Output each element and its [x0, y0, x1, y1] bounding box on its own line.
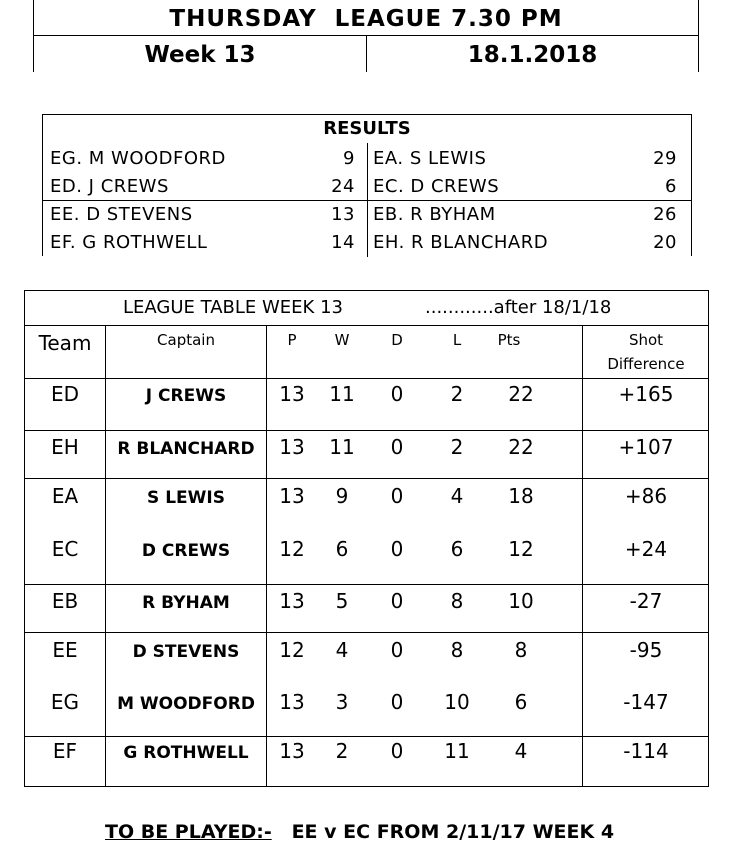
cell-won: 3 — [335, 690, 349, 714]
cell-drawn: 0 — [390, 537, 404, 561]
cell-shot-difference: -95 — [629, 638, 663, 662]
cell-won: 4 — [335, 638, 349, 662]
result-home-score: 24 — [331, 176, 355, 197]
result-row — [43, 145, 691, 173]
cell-lost: 6 — [450, 537, 464, 561]
cell-points: 8 — [514, 638, 528, 662]
cell-played: 13 — [279, 589, 305, 613]
cell-drawn: 0 — [390, 484, 404, 508]
grid-line — [25, 632, 708, 633]
result-away-team: EC. D CREWS — [373, 176, 500, 197]
result-away-team: EA. S LEWIS — [373, 148, 487, 169]
cell-played: 13 — [279, 690, 305, 714]
cell-drawn: 0 — [390, 589, 404, 613]
league-table-title — [25, 291, 708, 326]
cell-shot-difference: -27 — [629, 589, 663, 613]
col-p-header: P — [287, 331, 297, 349]
results-box — [42, 114, 692, 256]
grid-line — [25, 430, 708, 431]
result-row — [43, 201, 691, 229]
cell-played: 13 — [279, 484, 305, 508]
col-difference-header: Difference — [607, 355, 685, 373]
cell-team: EA — [51, 484, 79, 508]
cell-drawn: 0 — [390, 382, 404, 406]
cell-played: 13 — [279, 382, 305, 406]
cell-captain: J CREWS — [145, 386, 227, 406]
cell-won: 5 — [335, 589, 349, 613]
cell-drawn: 0 — [390, 638, 404, 662]
cell-shot-difference: -147 — [623, 690, 669, 714]
result-home-team: ED. J CREWS — [50, 176, 169, 197]
cell-drawn: 0 — [390, 690, 404, 714]
col-l-header: L — [452, 331, 462, 349]
cell-won: 2 — [335, 739, 349, 763]
cell-lost: 8 — [450, 589, 464, 613]
result-away-team: EH. R BLANCHARD — [373, 232, 549, 253]
cell-captain: R BYHAM — [142, 593, 230, 613]
cell-shot-difference: +24 — [624, 537, 668, 561]
result-away-score: 6 — [665, 176, 677, 197]
cell-shot-difference: +107 — [618, 435, 674, 459]
result-home-team: EE. D STEVENS — [50, 204, 193, 225]
result-row — [43, 173, 691, 201]
cell-lost: 11 — [444, 739, 470, 763]
to-be-played — [105, 818, 614, 846]
cell-team: EH — [51, 435, 79, 459]
result-away-score: 20 — [653, 232, 677, 253]
grid-line — [25, 478, 708, 479]
cell-points: 6 — [514, 690, 528, 714]
cell-team: EG — [50, 690, 80, 714]
cell-captain: G ROTHWELL — [123, 743, 249, 763]
cell-team: EE — [52, 638, 78, 662]
result-home-score: 14 — [331, 232, 355, 253]
cell-played: 12 — [279, 638, 305, 662]
cell-played: 13 — [279, 435, 305, 459]
cell-drawn: 0 — [390, 739, 404, 763]
cell-points: 12 — [508, 537, 534, 561]
cell-points: 22 — [508, 435, 534, 459]
cell-lost: 2 — [450, 382, 464, 406]
league-table — [24, 290, 709, 787]
cell-lost: 10 — [444, 690, 470, 714]
cell-points: 22 — [508, 382, 534, 406]
col-shot-header: Shot — [628, 331, 664, 349]
col-w-header: W — [334, 331, 350, 349]
cell-team: EC — [51, 537, 79, 561]
cell-lost: 8 — [450, 638, 464, 662]
cell-won: 11 — [329, 382, 355, 406]
cell-played: 13 — [279, 739, 305, 763]
cell-won: 11 — [329, 435, 355, 459]
cell-captain: S LEWIS — [147, 488, 225, 508]
cell-team: ED — [50, 382, 80, 406]
league-table-heading: LEAGUE TABLE WEEK 13 — [123, 297, 343, 318]
cell-points: 18 — [508, 484, 534, 508]
results-heading: RESULTS — [323, 118, 411, 139]
grid-line — [25, 378, 708, 379]
grid-line — [25, 584, 708, 585]
result-away-score: 26 — [653, 204, 677, 225]
result-away-score: 29 — [653, 148, 677, 169]
cell-captain: R BLANCHARD — [117, 439, 255, 459]
cell-team: EF — [52, 739, 78, 763]
result-home-score: 13 — [331, 204, 355, 225]
cell-shot-difference: +165 — [618, 382, 674, 406]
cell-played: 12 — [279, 537, 305, 561]
cell-shot-difference: -114 — [623, 739, 669, 763]
cell-shot-difference: +86 — [624, 484, 668, 508]
result-away-team: EB. R BYHAM — [373, 204, 496, 225]
cell-drawn: 0 — [390, 435, 404, 459]
col-team-header: Team — [38, 331, 92, 355]
league-title: THURSDAY LEAGUE 7.30 PM — [33, 0, 699, 36]
league-table-subtitle: ............after 18/1/18 — [425, 297, 612, 318]
cell-lost: 2 — [450, 435, 464, 459]
cell-lost: 4 — [450, 484, 464, 508]
col-captain-header: Captain — [157, 331, 215, 349]
cell-won: 9 — [335, 484, 349, 508]
cell-captain: M WOODFORD — [117, 694, 255, 714]
grid-line — [25, 736, 708, 737]
result-home-score: 9 — [343, 148, 355, 169]
cell-captain: D CREWS — [141, 541, 231, 561]
result-home-team: EG. M WOODFORD — [50, 148, 226, 169]
col-d-header: D — [391, 331, 403, 349]
cell-team: EB — [51, 589, 79, 613]
cell-points: 4 — [514, 739, 528, 763]
week-label: Week 13 — [33, 36, 367, 72]
date-label: 18.1.2018 — [367, 36, 699, 72]
result-home-team: EF. G ROTHWELL — [50, 232, 208, 253]
cell-won: 6 — [335, 537, 349, 561]
result-row — [43, 229, 691, 257]
to-be-played-label: TO BE PLAYED:- — [105, 821, 272, 843]
to-be-played-text: EE v EC FROM 2/11/17 WEEK 4 — [291, 821, 615, 843]
cell-points: 10 — [508, 589, 534, 613]
col-pts-header: Pts — [497, 331, 521, 349]
cell-captain: D STEVENS — [132, 642, 240, 662]
